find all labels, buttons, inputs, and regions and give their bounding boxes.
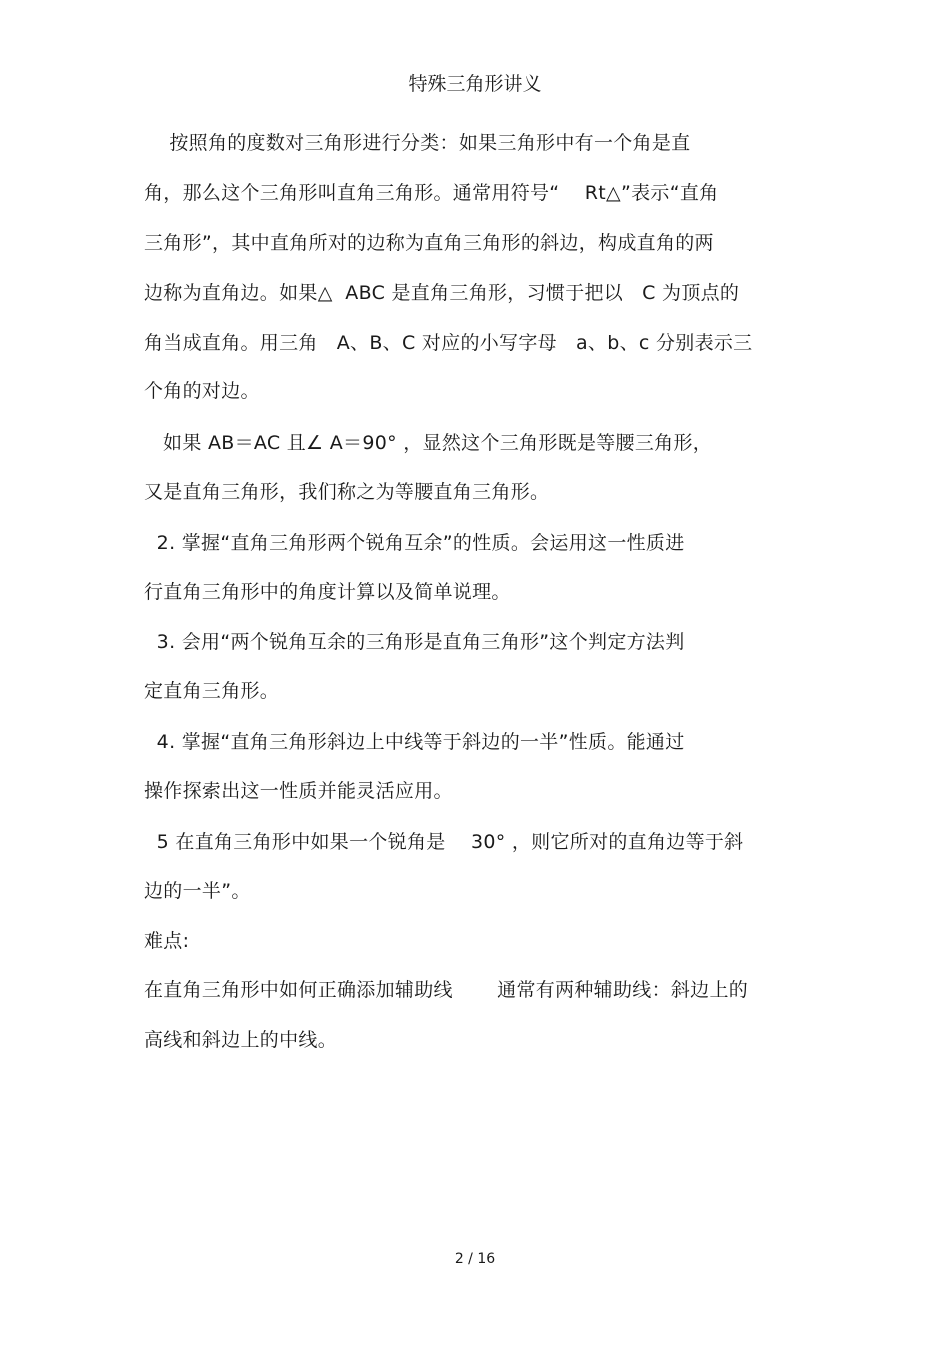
text-line: 4. 掌握“直角三角形斜边上中线等于斜边的一半”性质。能通过: [144, 731, 685, 753]
text-line: 三角形”，其中直角所对的边称为直角三角形的斜边，构成直角的两: [144, 232, 714, 254]
text-line: 边的一半”。: [144, 880, 251, 902]
text-line: 按照角的度数对三角形进行分类：如果三角形中有一个角是直: [144, 132, 691, 154]
text-line: 如果 AB＝AC 且∠ A＝90° ，显然这个三角形既是等腰三角形，: [144, 432, 713, 454]
text-line: 高线和斜边上的中线。: [144, 1029, 338, 1051]
text-line: 角，那么这个三角形叫直角三角形。通常用符号“ Rt△”表示“直角: [144, 182, 719, 204]
text-line: 定直角三角形。: [144, 680, 280, 702]
text-line: 5 在直角三角形中如果一个锐角是 30° ，则它所对的直角边等于斜: [144, 831, 744, 853]
text-line: 操作探索出这一性质并能灵活应用。: [144, 780, 453, 802]
text-line: 角当成直角。用三角 A、B、C 对应的小写字母 a、b、c 分别表示三: [144, 332, 753, 354]
section-heading: 难点:: [144, 930, 190, 952]
document-title: 特殊三角形讲义: [408, 73, 542, 95]
text-line: 2. 掌握“直角三角形两个锐角互余”的性质。会运用这一性质进: [144, 532, 685, 554]
text-line: 个角的对边。: [144, 380, 260, 402]
text-line: 在直角三角形中如何正确添加辅助线 通常有两种辅助线：斜边上的: [144, 979, 749, 1001]
text-line: 边称为直角边。如果△ ABC 是直角三角形，习惯于把以 C 为顶点的: [144, 282, 740, 304]
text-line: 又是直角三角形，我们称之为等腰直角三角形。: [144, 481, 550, 503]
text-line: 3. 会用“两个锐角互余的三角形是直角三角形”这个判定方法判: [144, 631, 685, 653]
text-line: 行直角三角形中的角度计算以及简单说理。: [144, 581, 511, 603]
page-number: 2 / 16: [454, 1251, 496, 1267]
